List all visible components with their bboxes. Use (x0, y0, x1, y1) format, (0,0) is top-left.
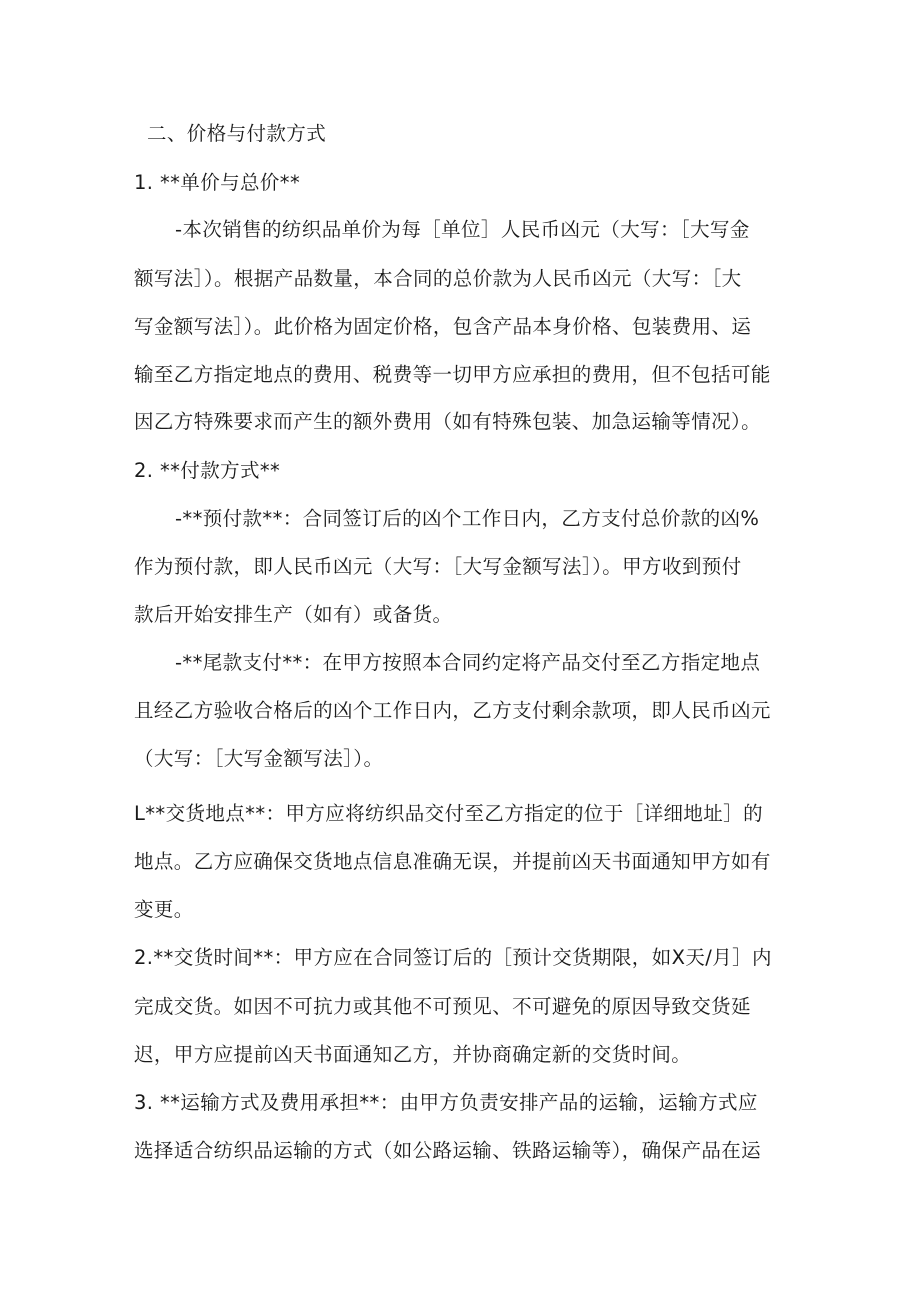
paragraph-line: 作为预付款，即人民币凶元（大写：［大写金额写法］）。甲方收到预付 (134, 555, 742, 578)
item-heading-payment-method: 2. **付款方式** (134, 459, 281, 482)
paragraph-line: L**交货地点**：甲方应将纺织品交付至乙方指定的位于［详细地址］的 (134, 802, 763, 825)
paragraph-line: 2.**交货时间**：甲方应在合同签订后的［预计交货期限，如X天/月］内 (134, 946, 772, 969)
paragraph-line: （大写：［大写金额写法］）。 (134, 747, 384, 770)
paragraph-line: 迟，甲方应提前凶天书面通知乙方，并协商确定新的交货时间。 (134, 1043, 692, 1066)
paragraph-line: 输至乙方指定地点的费用、税费等一切甲方应承担的费用，但不包括可能 (134, 363, 771, 386)
paragraph-line: 选择适合纺织品运输的方式（如公路运输、铁路运输等），确保产品在运 (134, 1139, 762, 1162)
paragraph-line: 地点。乙方应确保交货地点信息准确无误，并提前凶天书面通知甲方如有 (134, 850, 771, 873)
paragraph-line: -**预付款**：合同签订后的凶个工作日内，乙方支付总价款的凶% (175, 507, 760, 530)
paragraph-line: 因乙方特殊要求而产生的额外费用（如有特殊包装、加急运输等情况）。 (134, 410, 762, 433)
paragraph-line: -**尾款支付**：在甲方按照本合同约定将产品交付至乙方指定地点 (175, 651, 761, 674)
paragraph-line: 完成交货。如因不可抗力或其他不可预见、不可避免的原因导致交货延 (134, 995, 751, 1018)
paragraph-line: -本次销售的纺织品单价为每［单位］人民币凶元（大写：［大写金 (175, 218, 750, 241)
paragraph-line: 3. **运输方式及费用承担**：由甲方负责安排产品的运输，运输方式应 (134, 1091, 758, 1114)
paragraph-line: 款后开始安排生产（如有）或备货。 (134, 603, 453, 626)
paragraph-line: 且经乙方验收合格后的凶个工作日内，乙方支付剩余款项，即人民币凶元 (134, 699, 771, 722)
paragraph-line: 变更。 (134, 898, 194, 921)
paragraph-line: 写金额写法］）。此价格为固定价格，包含产品本身价格、包装费用、运 (134, 315, 752, 338)
paragraph-line: 额写法］）。根据产品数量，本合同的总价款为人民币凶元（大写：［大 (134, 267, 742, 290)
section-heading-price-payment: 二、价格与付款方式 (147, 122, 327, 145)
item-heading-unit-total-price: 1. **单价与总价** (134, 171, 301, 194)
